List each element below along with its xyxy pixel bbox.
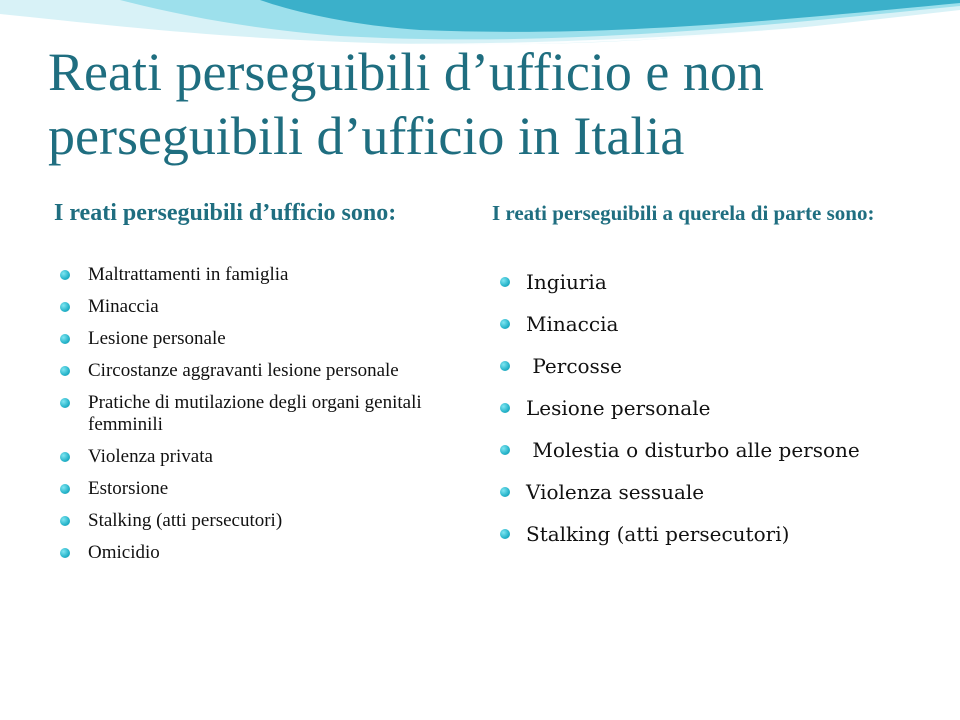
list-item-text: Minaccia <box>88 296 159 317</box>
left-bullet-list <box>60 264 440 574</box>
bullet-icon <box>60 484 70 494</box>
list-item <box>498 308 918 340</box>
right-bullet-list <box>498 266 918 560</box>
bullet-icon <box>60 516 70 526</box>
list-item <box>498 392 918 424</box>
list-item-text: Circostanze aggravanti lesione personale <box>88 360 399 381</box>
list-item <box>498 350 918 382</box>
list-item <box>60 542 440 564</box>
bullet-icon <box>500 361 510 371</box>
bullet-icon <box>60 548 70 558</box>
list-item-text: Maltrattamenti in famiglia <box>88 264 289 285</box>
list-item-text: Ingiuria <box>526 270 607 294</box>
list-item-text: Minaccia <box>526 312 619 336</box>
list-item-text: Violenza privata <box>88 446 213 467</box>
list-item-text: Pratiche di mutilazione degli organi genitali femminili <box>88 392 422 435</box>
list-item <box>60 328 440 350</box>
list-item <box>498 518 918 550</box>
bullet-icon <box>500 319 510 329</box>
list-item-text: Stalking (atti persecutori) <box>88 510 283 531</box>
bullet-icon <box>60 452 70 462</box>
list-item-text: Violenza sessuale <box>526 480 705 504</box>
list-item <box>498 476 918 508</box>
list-item-text: Stalking (atti persecutori) <box>526 522 790 546</box>
bullet-icon <box>60 366 70 376</box>
list-item-text: Lesione personale <box>526 396 711 420</box>
list-item <box>60 296 440 318</box>
list-item <box>60 478 440 500</box>
list-item <box>60 446 440 468</box>
bullet-icon <box>500 529 510 539</box>
bullet-icon <box>500 487 510 497</box>
slide-title: Reati perseguibili d’ufficio e non perseguibili d’ufficio in Italia <box>48 42 764 166</box>
list-item-text: Estorsione <box>88 478 169 499</box>
list-item <box>60 392 440 436</box>
list-item <box>498 434 918 466</box>
bullet-icon <box>500 277 510 287</box>
bullet-icon <box>60 302 70 312</box>
bullet-icon <box>500 403 510 413</box>
list-item-text: Lesione personale <box>88 328 226 349</box>
bullet-icon <box>500 445 510 455</box>
list-item-text: Percosse <box>526 354 622 378</box>
list-item <box>60 510 440 532</box>
bullet-icon <box>60 398 70 408</box>
list-item <box>60 360 440 382</box>
list-item-text: Molestia o disturbo alle persone <box>526 438 860 462</box>
right-column-heading: I reati perseguibili a querela di parte sono: <box>492 201 875 225</box>
list-item <box>60 264 440 286</box>
list-item <box>498 266 918 298</box>
left-column-heading: I reati perseguibili d’ufficio sono: <box>54 200 397 226</box>
bullet-icon <box>60 334 70 344</box>
bullet-icon <box>60 270 70 280</box>
list-item-text: Omicidio <box>88 542 160 563</box>
